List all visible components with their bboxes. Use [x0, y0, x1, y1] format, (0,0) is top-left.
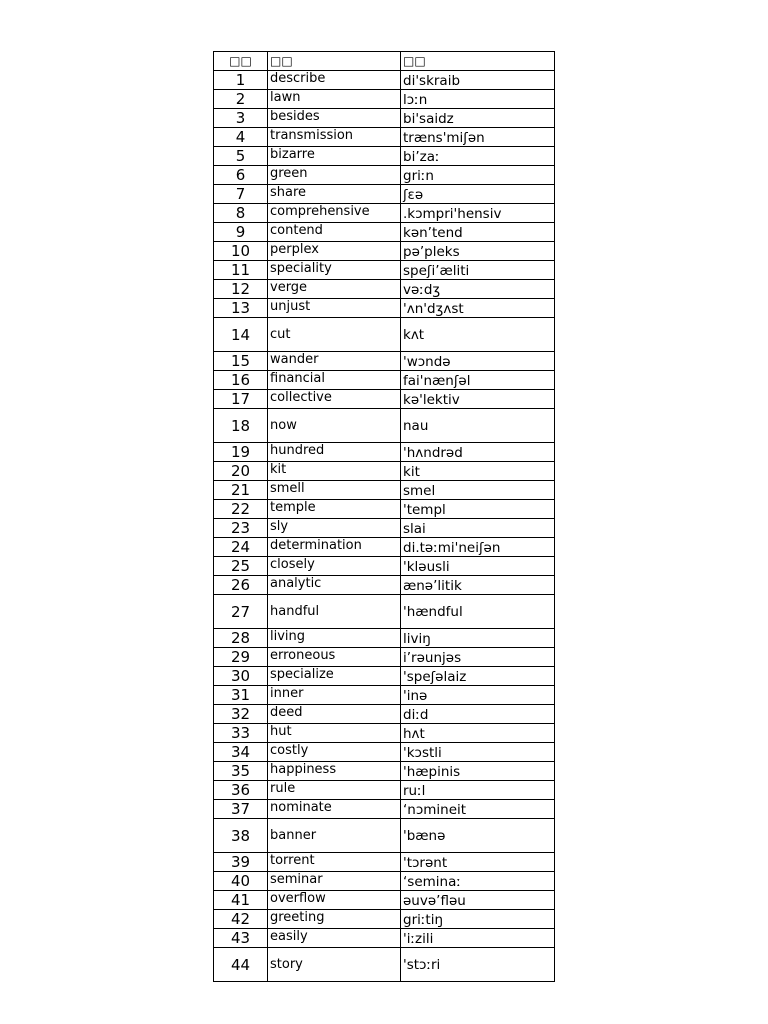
table-row	[214, 371, 555, 390]
row-number: 36	[214, 781, 268, 800]
row-number: 25	[214, 557, 268, 576]
row-phonetic: 'kləusli	[401, 557, 555, 576]
table-row	[214, 409, 555, 443]
row-phonetic: hʌt	[401, 724, 555, 743]
row-phonetic: ænə’litik	[401, 576, 555, 595]
table-row	[214, 762, 555, 781]
row-word: story	[268, 948, 401, 982]
row-number: 19	[214, 443, 268, 462]
row-number: 34	[214, 743, 268, 762]
table-row	[214, 576, 555, 595]
table-row	[214, 595, 555, 629]
row-word: sly	[268, 519, 401, 538]
row-word: describe	[268, 71, 401, 90]
table-row	[214, 223, 555, 242]
table-row	[214, 352, 555, 371]
row-phonetic: 'stɔːri	[401, 948, 555, 982]
table-row	[214, 90, 555, 109]
table-row	[214, 500, 555, 519]
row-phonetic: 'inə	[401, 686, 555, 705]
table-row	[214, 629, 555, 648]
row-phonetic: pə’pleks	[401, 242, 555, 261]
row-word: specialize	[268, 667, 401, 686]
row-phonetic: 'hændful	[401, 595, 555, 629]
table-row	[214, 557, 555, 576]
row-number: 6	[214, 166, 268, 185]
row-word: smell	[268, 481, 401, 500]
row-phonetic: kʌt	[401, 318, 555, 352]
row-word: speciality	[268, 261, 401, 280]
row-word: perplex	[268, 242, 401, 261]
row-number: 33	[214, 724, 268, 743]
row-number: 13	[214, 299, 268, 318]
row-number: 12	[214, 280, 268, 299]
row-phonetic: 'hʌndrəd	[401, 443, 555, 462]
row-number: 37	[214, 800, 268, 819]
row-number: 17	[214, 390, 268, 409]
row-word: inner	[268, 686, 401, 705]
row-phonetic: i’rəunjəs	[401, 648, 555, 667]
row-word: closely	[268, 557, 401, 576]
row-word: besides	[268, 109, 401, 128]
row-word: determination	[268, 538, 401, 557]
row-phonetic: .kɔmpri'hensiv	[401, 204, 555, 223]
row-word: hundred	[268, 443, 401, 462]
table-row	[214, 686, 555, 705]
row-word: happiness	[268, 762, 401, 781]
row-number: 3	[214, 109, 268, 128]
row-word: wander	[268, 352, 401, 371]
row-phonetic: kit	[401, 462, 555, 481]
row-word: handful	[268, 595, 401, 629]
row-word: green	[268, 166, 401, 185]
table-row	[214, 800, 555, 819]
row-phonetic: ʃɛə	[401, 185, 555, 204]
table-row	[214, 166, 555, 185]
table-row	[214, 71, 555, 90]
header-row	[214, 52, 555, 71]
row-phonetic: 'ʌn'dʒʌst	[401, 299, 555, 318]
row-number: 43	[214, 929, 268, 948]
row-phonetic: 'templ	[401, 500, 555, 519]
row-phonetic: vəːdʒ	[401, 280, 555, 299]
table-row	[214, 280, 555, 299]
table-row	[214, 462, 555, 481]
row-number: 42	[214, 910, 268, 929]
row-word: share	[268, 185, 401, 204]
table-row	[214, 481, 555, 500]
row-phonetic: di'skraib	[401, 71, 555, 90]
row-phonetic: træns'miʃən	[401, 128, 555, 147]
row-phonetic: bi'saidz	[401, 109, 555, 128]
row-phonetic: griːn	[401, 166, 555, 185]
row-number: 8	[214, 204, 268, 223]
table-row	[214, 819, 555, 853]
row-word: contend	[268, 223, 401, 242]
table-row	[214, 299, 555, 318]
row-word: costly	[268, 743, 401, 762]
row-number: 20	[214, 462, 268, 481]
row-number: 24	[214, 538, 268, 557]
row-phonetic: əuvə’fləu	[401, 891, 555, 910]
table-row	[214, 648, 555, 667]
table-row	[214, 443, 555, 462]
row-number: 26	[214, 576, 268, 595]
row-number: 35	[214, 762, 268, 781]
row-phonetic: 'kɔstli	[401, 743, 555, 762]
table-row	[214, 705, 555, 724]
header-number: □□	[214, 52, 268, 71]
row-number: 23	[214, 519, 268, 538]
row-number: 14	[214, 318, 268, 352]
table-row	[214, 242, 555, 261]
row-word: erroneous	[268, 648, 401, 667]
vocabulary-table	[213, 51, 555, 982]
row-number: 28	[214, 629, 268, 648]
row-number: 18	[214, 409, 268, 443]
row-number: 44	[214, 948, 268, 982]
row-phonetic: ruːl	[401, 781, 555, 800]
row-phonetic: 'iːzili	[401, 929, 555, 948]
row-word: deed	[268, 705, 401, 724]
row-word: transmission	[268, 128, 401, 147]
table-row	[214, 853, 555, 872]
row-phonetic: diːd	[401, 705, 555, 724]
row-number: 41	[214, 891, 268, 910]
table-row	[214, 743, 555, 762]
table-row	[214, 204, 555, 223]
row-word: easily	[268, 929, 401, 948]
row-phonetic: griːtiŋ	[401, 910, 555, 929]
row-word: nominate	[268, 800, 401, 819]
row-word: verge	[268, 280, 401, 299]
table-row	[214, 724, 555, 743]
row-word: rule	[268, 781, 401, 800]
row-phonetic: liviŋ	[401, 629, 555, 648]
row-number: 10	[214, 242, 268, 261]
table-row	[214, 519, 555, 538]
table-row	[214, 891, 555, 910]
row-word: bizarre	[268, 147, 401, 166]
row-phonetic: di.təːmi'neiʃən	[401, 538, 555, 557]
row-phonetic: lɔːn	[401, 90, 555, 109]
table-row	[214, 781, 555, 800]
row-number: 21	[214, 481, 268, 500]
row-phonetic: 'hæpinis	[401, 762, 555, 781]
row-number: 7	[214, 185, 268, 204]
row-phonetic: ‘seminaː	[401, 872, 555, 891]
row-word: analytic	[268, 576, 401, 595]
row-number: 22	[214, 500, 268, 519]
row-word: banner	[268, 819, 401, 853]
row-phonetic: speʃi’æliti	[401, 261, 555, 280]
row-phonetic: ‘nɔmineit	[401, 800, 555, 819]
row-number: 31	[214, 686, 268, 705]
table-row	[214, 185, 555, 204]
table-row	[214, 948, 555, 982]
row-word: now	[268, 409, 401, 443]
table-row	[214, 910, 555, 929]
row-phonetic: 'wɔndə	[401, 352, 555, 371]
row-number: 29	[214, 648, 268, 667]
row-phonetic: 'tɔrənt	[401, 853, 555, 872]
row-number: 15	[214, 352, 268, 371]
table-row	[214, 147, 555, 166]
row-number: 16	[214, 371, 268, 390]
table-row	[214, 261, 555, 280]
row-number: 38	[214, 819, 268, 853]
row-phonetic: nau	[401, 409, 555, 443]
table-row	[214, 667, 555, 686]
row-phonetic: kə'lektiv	[401, 390, 555, 409]
row-phonetic: fai'nænʃəl	[401, 371, 555, 390]
row-phonetic: slai	[401, 519, 555, 538]
row-number: 11	[214, 261, 268, 280]
row-number: 5	[214, 147, 268, 166]
table-body	[214, 71, 555, 982]
row-word: torrent	[268, 853, 401, 872]
row-word: temple	[268, 500, 401, 519]
table-row	[214, 318, 555, 352]
table-row	[214, 109, 555, 128]
table-row	[214, 872, 555, 891]
row-phonetic: kən’tend	[401, 223, 555, 242]
table-row	[214, 128, 555, 147]
row-phonetic: 'speʃəlaiz	[401, 667, 555, 686]
row-word: lawn	[268, 90, 401, 109]
row-phonetic: smel	[401, 481, 555, 500]
row-phonetic: 'bænə	[401, 819, 555, 853]
header-word: □□	[268, 52, 401, 71]
row-number: 2	[214, 90, 268, 109]
row-number: 30	[214, 667, 268, 686]
row-word: greeting	[268, 910, 401, 929]
row-number: 39	[214, 853, 268, 872]
row-word: kit	[268, 462, 401, 481]
row-word: collective	[268, 390, 401, 409]
row-number: 40	[214, 872, 268, 891]
row-word: overflow	[268, 891, 401, 910]
row-word: seminar	[268, 872, 401, 891]
header-phonetic: □□	[401, 52, 555, 71]
table-row	[214, 390, 555, 409]
row-number: 32	[214, 705, 268, 724]
row-number: 27	[214, 595, 268, 629]
row-word: unjust	[268, 299, 401, 318]
table-row	[214, 929, 555, 948]
row-number: 9	[214, 223, 268, 242]
row-word: financial	[268, 371, 401, 390]
row-word: comprehensive	[268, 204, 401, 223]
row-number: 4	[214, 128, 268, 147]
table-row	[214, 538, 555, 557]
row-word: living	[268, 629, 401, 648]
row-word: hut	[268, 724, 401, 743]
row-phonetic: bi’zaː	[401, 147, 555, 166]
row-word: cut	[268, 318, 401, 352]
row-number: 1	[214, 71, 268, 90]
